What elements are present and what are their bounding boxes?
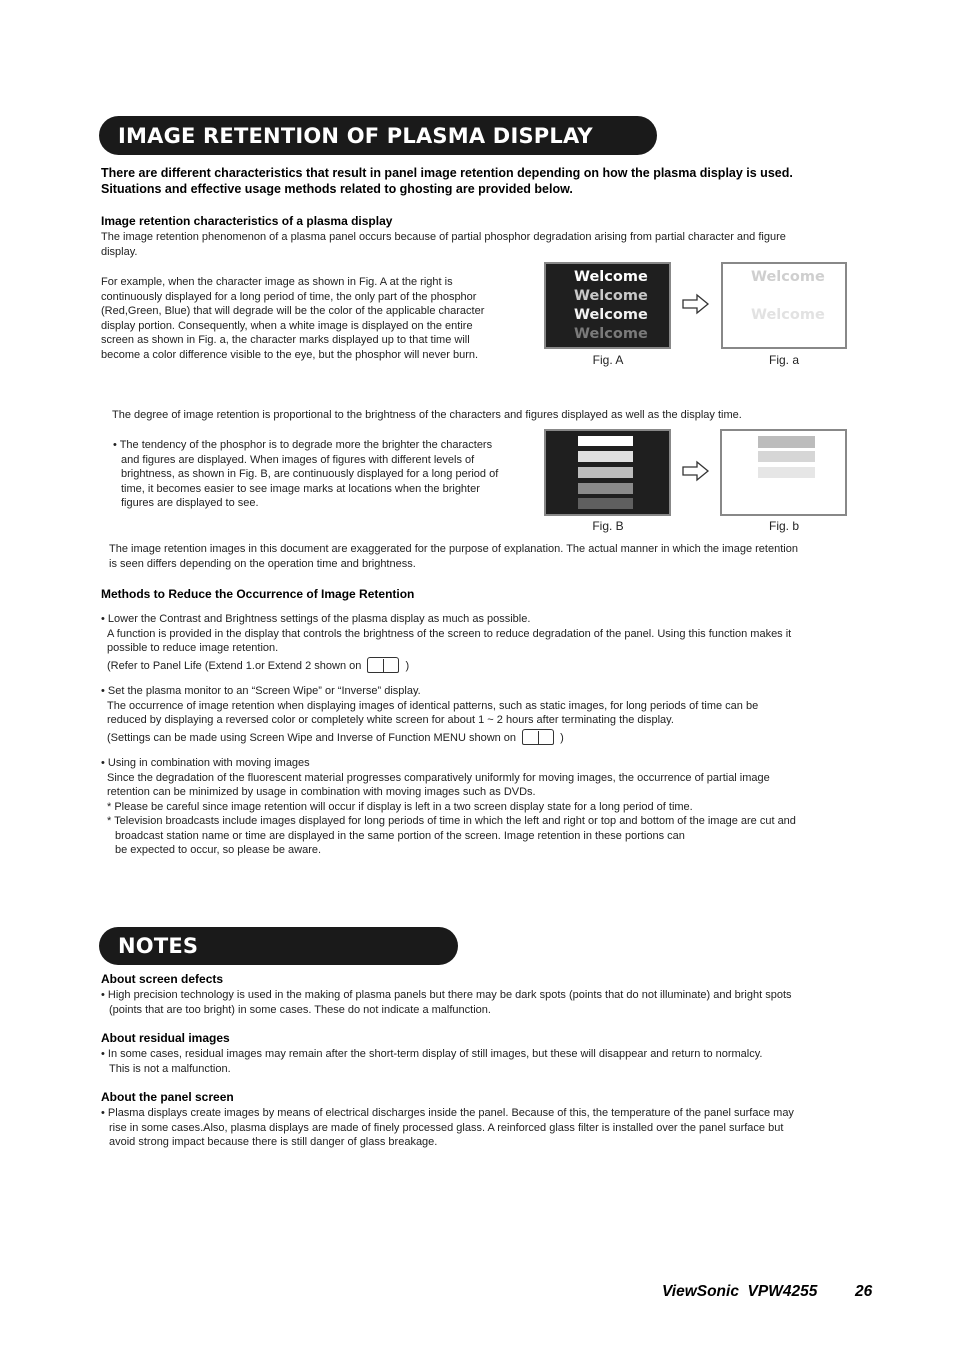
- bar-3: [578, 467, 633, 478]
- section-title: IMAGE RETENTION OF PLASMA DISPLAY: [118, 123, 593, 148]
- figure-a-small-label: Fig. a: [768, 353, 799, 367]
- figure-a-white-screen: [721, 262, 847, 349]
- figure-b-label: Fig. B: [592, 519, 624, 533]
- hollow-right-arrow-icon: [682, 460, 710, 482]
- degree-paragraph: The degree of image retention is proportional to the brightness of the characters and figures displayed as well as the display time.: [112, 409, 742, 421]
- heading-panel-screen: About the panel screen: [101, 1090, 234, 1104]
- faint-welcome-text-1: Welcome: [751, 269, 825, 285]
- bar-4: [578, 483, 633, 494]
- page-number: 26: [855, 1283, 873, 1300]
- open-book-icon: [522, 729, 554, 745]
- intro-text: There are different characteristics that result in panel image retention depending on how the plasma display is used. Situations and effective usage methods related to ghosting are provided below.: [101, 166, 793, 196]
- heading-screen-defects: About screen defects: [101, 972, 224, 986]
- exaggerated-paragraph: The image retention images in this document are exaggerated for the purpose of explanation. The actual manner in which the image retention is seen differs depending on the operation time and brightness.: [109, 543, 798, 570]
- example-paragraph: For example, when the character image as shown in Fig. A at the right is continuously displayed for a long period of time, the only part of the phosphor (Red,Green, Blue) that will degrade will be the color of the applicable character display portion. Consequently, when a white image is displayed on the entire screen as shown in Fig. a, the character marks displayed up to that time will become a color difference visible to the eye, but the phosphor will never burn.: [101, 276, 485, 361]
- footer-brand-model: ViewSonic VPW4255: [662, 1283, 818, 1300]
- screen-defects-text: • High precision technology is used in the making of plasma panels but there may be dark spots (points that do not illuminate) and bright spots (points that are too bright) in some cases. These do not indicate a malfunction.: [101, 989, 792, 1016]
- panel-screen-text: • Plasma displays create images by means of electrical discharges inside the panel. Because of this, the temperature of the panel surface may rise in some cases.Also, plasma displays are made of finely processed glass. A reinforced glass filter is installed over the panel surface but avoid strong impact because there is still danger of glass breakage.: [101, 1107, 794, 1148]
- open-book-icon: [367, 657, 399, 673]
- residual-images-text: • In some cases, residual images may remain after the short-term display of still images, but these will disappear and return to normalcy. This is not a malfunction.: [101, 1048, 763, 1075]
- retention-bar-1: [758, 436, 815, 448]
- subheading-methods: Methods to Reduce the Occurrence of Image Retention: [101, 587, 415, 601]
- figure-b-dark-screen: [544, 429, 671, 516]
- figure-b-small-label: Fig. b: [768, 519, 799, 533]
- hollow-right-arrow-icon: [682, 293, 710, 315]
- method-1: • Lower the Contrast and Brightness settings of the plasma display as much as possible. A function is provided in the display that controls the brightness of the screen to reduce degradation of the panel. Using this function makes it possible to reduce image retention. (Refer to Panel Life (Extend 1.or Extend 2 shown on ): [101, 613, 792, 672]
- retention-bar-3: [758, 467, 815, 478]
- notes-title-banner: [99, 927, 458, 965]
- method-3: • Using in combination with moving images Since the degradation of the fluorescent material progresses comparatively uniformly for moving images, the occurrence of partial image retention can be minimized by usage in combination with moving images such as DVDs. * Please be careful since image retention will occur if display is left in a two screen display state for a long period of time. * Television broadcasts include images displayed for long periods of time in which the left and right or top and bottom of the image are cut and broadcast station name or time are displayed in the same portion of the screen. Image retention in these portions can be expected to occur, so please be aware.: [101, 757, 796, 856]
- characteristics-paragraph: The image retention phenomenon of a plasma panel occurs because of partial phosphor degradation arising from partial character and figure display.: [101, 231, 786, 258]
- retention-bar-2: [758, 451, 815, 462]
- welcome-text-4: Welcome: [574, 326, 648, 342]
- bar-1: [578, 436, 633, 446]
- tendency-paragraph: • The tendency of the phosphor is to degrade more the brighter the characters and figures are displayed. When images of figures with different levels of brightness, as shown in Fig. B, are continuously displayed for a long period of time, it becomes easier to see image marks at locations when the brighter figures are displayed to see.: [113, 439, 499, 509]
- subheading-characteristics: Image retention characteristics of a plasma display: [101, 214, 393, 228]
- welcome-text-1: Welcome: [574, 269, 648, 285]
- bar-5: [578, 498, 633, 509]
- welcome-text-3: Welcome: [574, 307, 648, 323]
- faint-welcome-text-2: Welcome: [751, 307, 825, 323]
- welcome-text-2: Welcome: [574, 288, 648, 304]
- method-2: • Set the plasma monitor to an “Screen Wipe” or “Inverse” display. The occurrence of image retention when displaying images of identical patterns, such as static images, for long periods of time can be reduced by displaying a reversed color or completely white screen for about 1 ~ 2 hours after terminating the display. (Settings can be made using Screen Wipe and Inverse of Function MENU shown on ): [101, 685, 759, 744]
- figure-a-label: Fig. A: [592, 353, 624, 367]
- section-title-banner: [99, 116, 657, 155]
- bar-2: [578, 451, 633, 462]
- notes-title: NOTES: [118, 934, 199, 958]
- figure-a-dark-screen: [544, 262, 671, 349]
- heading-residual-images: About residual images: [101, 1031, 230, 1045]
- figure-b-white-screen: [720, 429, 847, 516]
